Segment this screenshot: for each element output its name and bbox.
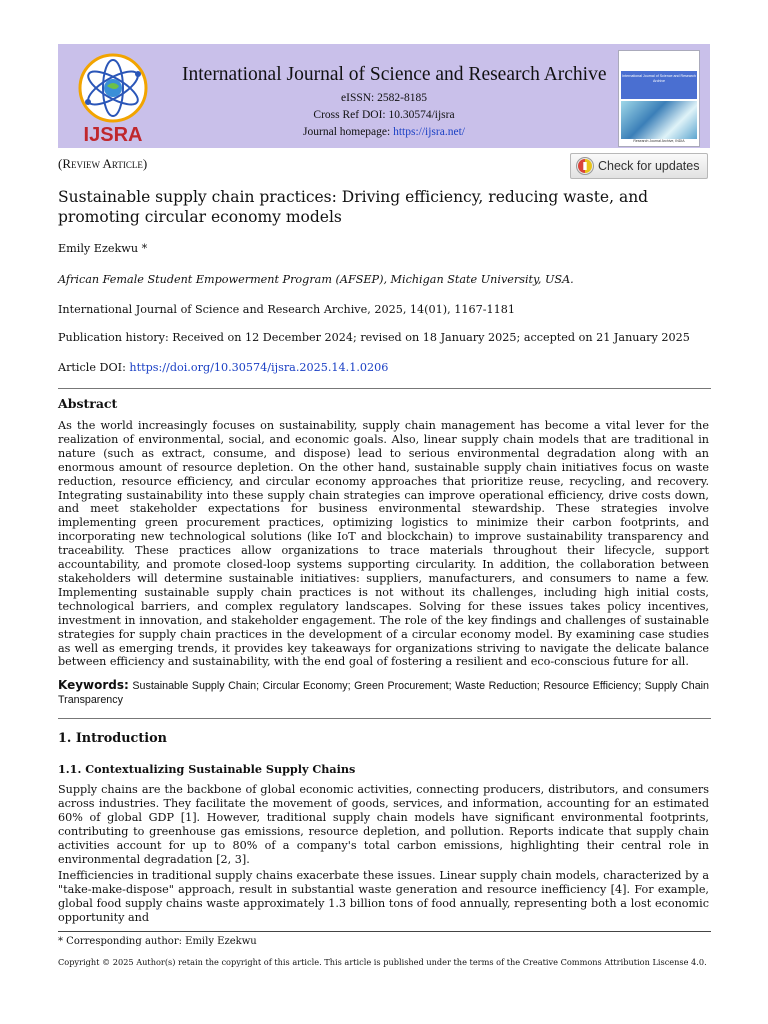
check-updates-icon — [575, 156, 595, 176]
affiliation: African Female Student Empowerment Program (AFSEP), Michigan State University, USA. — [58, 273, 574, 286]
keywords — [58, 678, 709, 707]
citation: International Journal of Science and Research Archive, 2025, 14(01), 1167-1181 — [58, 303, 515, 316]
cover-title: International Journal of Science and Research Archive — [621, 71, 697, 99]
logo-text: IJSRA — [83, 124, 143, 146]
check-for-updates-button[interactable] — [570, 153, 708, 179]
keywords-text: Sustainable Supply Chain; Circular Economy; Green Procurement; Waste Reduction; Resource Efficiency; Supply Chain Transparency — [58, 680, 709, 706]
cover-footer: Research Journal Archive, INDIA — [633, 139, 685, 143]
paragraph: Supply chains are the backbone of global economic activities, connecting producers, distributors, and consumers across industries. They facilitate the movement of goods, services, and information, accounting for an estimated 60% of global GDP [1]. However, traditional supply chain models have significant environmental footprints, contributing to greenhouse gas emissions, resource depletion, and pollution. Reports indicate that supply chain activities account for up to 80% of a company's total carbon emissions, highlighting their central role in environmental degradation [2, 3]. — [58, 783, 709, 866]
subsection-heading: 1.1. Contextualizing Sustainable Supply Chains — [58, 762, 356, 776]
footnote: * Corresponding author: Emily Ezekwu — [58, 936, 257, 947]
article-type: (Review Article) — [58, 156, 148, 171]
check-updates-label: Check for updates — [598, 159, 700, 173]
cover-image — [621, 101, 697, 139]
section-heading: 1. Introduction — [58, 731, 167, 746]
copyright: Copyright © 2025 Author(s) retain the copyright of this article. This article is published under the terms of the Creative Commons Attribution Liscense 4.0. — [58, 957, 707, 967]
crossref-doi: Cross Ref DOI: 10.30574/ijsra — [313, 109, 455, 121]
article-title: Sustainable supply chain practices: Driving efficiency, reducing waste, and promoting circular economy models — [58, 188, 649, 226]
abstract-heading: Abstract — [58, 396, 118, 411]
divider — [58, 388, 711, 389]
journal-title: International Journal of Science and Research Archive — [182, 64, 607, 85]
paragraph: Inefficiencies in traditional supply chains exacerbate these issues. Linear supply chain models, characterized by a "take-make-dispose" approach, result in substantial waste generation and resource inefficiency [4]. For example, global food supply chains waste approximately 1.3 billion tons of food annually, representing both a lost economic opportunity and — [58, 869, 709, 924]
doi-link[interactable]: https://doi.org/10.30574/ijsra.2025.14.1.0206 — [129, 361, 389, 374]
journal-cover-thumbnail — [618, 50, 700, 147]
author: Emily Ezekwu * — [58, 242, 148, 255]
abstract-text: As the world increasingly focuses on sustainability, supply chain management has become a vital lever for the realization of environmental, social, and economic goals. Also, linear supply chain models that are traditional in nature (such as extract, consume, and dispose) lead to serious environmental degradation along with an enormous amount of resource depletion. On the other hand, sustainable supply chain initiatives focus on waste reduction, resource efficiency, and circular economy approaches that prioritize reuse, recycling, and recovery. Integrating sustainability into these supply chain strategies can improve operational efficiency, drive costs down, and meet stakeholder expectations for business environmental stewardship. These strategies involve implementing green procurement practices, optimizing logistics to minimize their carbon footprints, and incorporating new technological solutions (like IoT and blockchain) to improve sustainability transparency and traceability. These practices allow organizations to trace materials throughout their lifecycle, support accountability, and promote closed-loop systems supporting circularity. In addition, the collaboration between stakeholders will determine sustainable initiatives: suppliers, manufacturers, and consumers to name a few. Implementing sustainable supply chain practices is not without its challenges, including high initial costs, technological barriers, and complex regulatory landscapes. Solving for these issues takes policy incentives, investment in innovation, and stakeholder engagement. The role of the key findings and challenges of sustainable strategies for supply chain practices in the development of a circular economy model. By examining case studies as well as emerging trends, it provides key takeaways for organizations striving to navigate the delicate balance between efficiency and sustainability, with the end goal of fostering a resilient and eco-conscious future for all. — [58, 419, 709, 669]
keywords-label: Keywords: — [58, 678, 129, 692]
homepage-label: Journal homepage: — [303, 126, 394, 138]
homepage-link[interactable]: https://ijsra.net/ — [393, 126, 465, 138]
doi-label: Article DOI: — [58, 361, 130, 374]
footnote-divider — [58, 931, 711, 932]
divider — [58, 718, 711, 719]
publication-history: Publication history: Received on 12 December 2024; revised on 18 January 2025; accepted on 21 January 2025 — [58, 331, 690, 344]
eissn: eISSN: 2582-8185 — [341, 92, 427, 104]
article-doi — [58, 361, 388, 374]
